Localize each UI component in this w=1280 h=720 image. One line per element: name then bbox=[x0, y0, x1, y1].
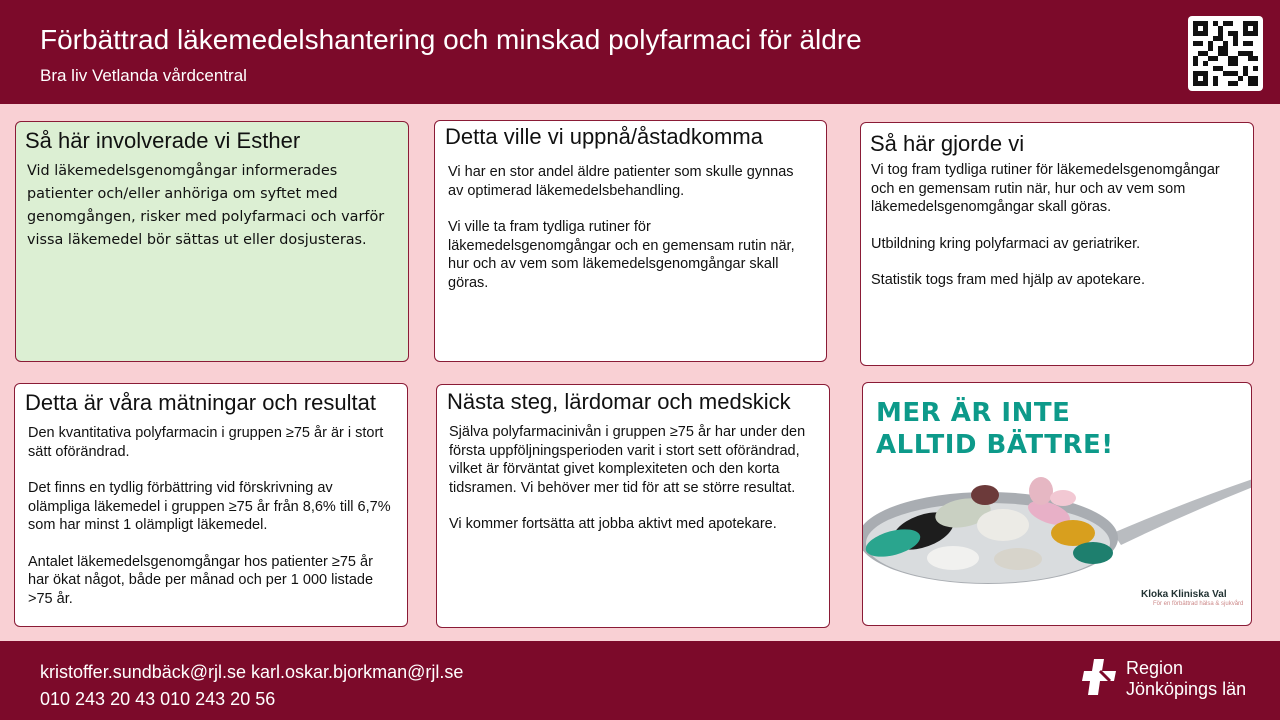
campaign-image bbox=[862, 382, 1252, 626]
card-paragraph: Statistik togs fram med hjälp av apotekare. bbox=[871, 272, 1146, 288]
contact-emails[interactable]: kristoffer.sundbäck@rjl.se karl.oskar.bjorkman@rjl.se bbox=[40, 662, 464, 682]
page-subtitle: Bra liv Vetlanda vårdcentral bbox=[40, 66, 247, 85]
slogan-line: ALLTID BÄTTRE! bbox=[876, 430, 1114, 460]
card-text: Vid läkemedelsgenomgångar informerades patienter och/eller anhöriga om syftet med genomgången, risker med polyfarmaci och varför vissa läkemedel bör sättas ut eller dosjusteras. bbox=[27, 163, 385, 248]
brand-tagline: För en förbättrad hälsa & sjukvård bbox=[1153, 601, 1244, 607]
card-paragraph: Det finns en tydlig förbättring vid förskrivning av olämpliga läkemedel i gruppen ≥75 år från 8,6% till 6,7% som har minst 1 olämpligt läkemedel. bbox=[28, 480, 391, 533]
card-paragraph: Vi har en stor andel äldre patienter som skulle gynnas av optimerad läkemedelsbehandling. bbox=[448, 164, 794, 199]
logo-line: Jönköpings län bbox=[1126, 679, 1247, 699]
card-heading: Så här gjorde vi bbox=[870, 131, 1025, 156]
card-paragraph: Den kvantitativa polyfarmacin i gruppen ≥75 år är i stort sätt oförändrad. bbox=[28, 425, 384, 460]
card-next-steps bbox=[436, 384, 830, 628]
card-paragraph: Vi ville ta fram tydliga rutiner för läkemedelsgenomgångar och en gemensam rutin när, hur och av vem som läkemedelsgenomgångar skall göras. bbox=[448, 219, 795, 291]
card-paragraph: Själva polyfarmacinivån i gruppen ≥75 år har under den första uppföljningsperioden varit i stort sett oförändrad, vilket är förväntat givet komplexiteten och den korta tidsramen. Vi behöver mer tid för att se större resultat. bbox=[449, 424, 806, 496]
card-paragraph: Antalet läkemedelsgenomgångar hos patienter ≥75 år har ökat något, både per månad och per 1 000 listade >75 år. bbox=[28, 553, 374, 607]
region-logo-text bbox=[1126, 658, 1246, 700]
page-title: Förbättrad läkemedelshantering och minskad polyfarmaci för äldre bbox=[40, 24, 862, 55]
card-paragraph: Vi kommer fortsätta att jobba aktivt med apotekare. bbox=[449, 516, 777, 532]
card-heading: Detta är våra mätningar och resultat bbox=[25, 390, 376, 415]
logo-line: Region bbox=[1126, 658, 1184, 678]
card-method bbox=[860, 122, 1254, 366]
card-paragraph: Vi tog fram tydliga rutiner för läkemedelsgenomgångar och en gemensam rutin när, hur och av vem som läkemedelsgenomgångar skall göras. bbox=[871, 162, 1220, 215]
card-paragraph: Utbildning kring polyfarmaci av geriatriker. bbox=[871, 235, 1141, 252]
header-bar bbox=[0, 0, 1280, 104]
card-goal bbox=[434, 120, 827, 362]
contact-phones: 010 243 20 43 010 243 20 56 bbox=[40, 689, 276, 709]
slogan-line: MER ÄR INTE bbox=[876, 398, 1071, 428]
region-cross-icon bbox=[1080, 657, 1120, 697]
card-results bbox=[14, 383, 408, 627]
qr-code-icon[interactable] bbox=[1188, 16, 1263, 91]
card-heading: Nästa steg, lärdomar och medskick bbox=[447, 389, 791, 414]
footer-bar bbox=[0, 641, 1280, 720]
card-heading: Så här involverade vi Esther bbox=[25, 128, 301, 153]
brand-label: Kloka Kliniska Val bbox=[1141, 589, 1227, 600]
card-heading: Detta ville vi uppnå/åstadkomma bbox=[445, 124, 763, 149]
card-involvement bbox=[15, 121, 409, 362]
